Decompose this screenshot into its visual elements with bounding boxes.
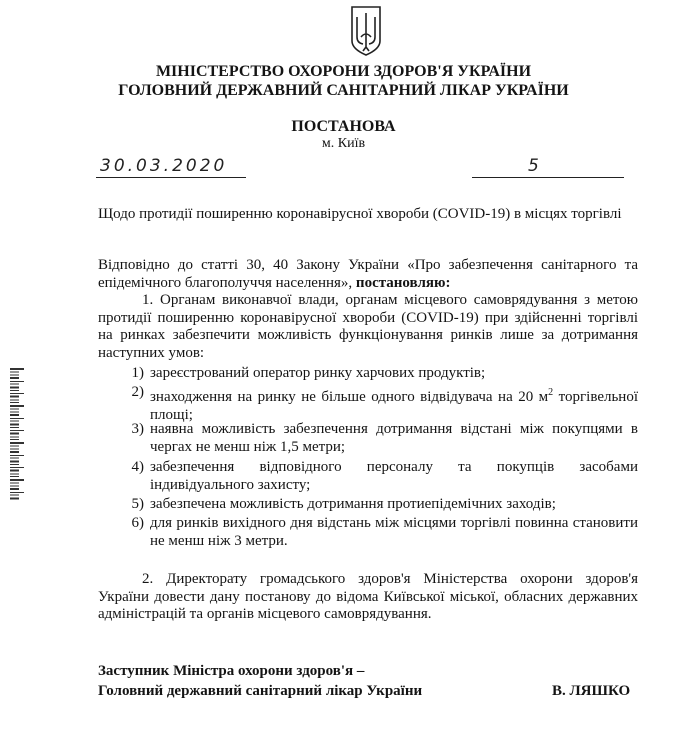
trident-emblem-icon [350, 5, 382, 57]
list-item [124, 496, 638, 514]
barcode-icon [10, 368, 24, 500]
signature-position-line1: Заступник Міністра охорони здоров'я – [98, 663, 365, 679]
point-2: 2. Директорату громадського здоров'я Міністерства охорони здоров'я України довести дану постанову до відома Київської міської, обласних державних адміністрацій та органів місцевого самоврядування. [98, 571, 638, 622]
document-city: м. Київ [321, 136, 366, 151]
preamble-bold: постановляю: [355, 274, 451, 291]
list-item-text-main: знаходження на ринку не більше одного відвідувача на 20 м [150, 389, 549, 405]
list-item-text: для ринків вихідного дня відстань між місцями торгівлі повинна становити не менш ніж 3 метри. [150, 515, 638, 549]
list-item-text: наявна можливість забезпечення дотримання відстані між покупцями в чергах не менш ніж 1,5 метри; [150, 421, 638, 455]
list-item-number: 2) [131, 384, 144, 400]
list-item-text-tail: торгівельної площі; [150, 389, 638, 423]
list-item-number: 6) [131, 515, 144, 531]
list-item-text: забезпечена можливість дотримання протиепідемічних заходів; [150, 496, 556, 512]
superscript: 2 [548, 387, 554, 398]
list-item [124, 421, 638, 456]
point-1: 1. Органам виконавчої влади, органам місцевого самоврядування з метою протидії поширенню коронавірусної хвороби (COVID-19) при здійсненні торгівлі на ринках забезпечити можливість функціонування ринків лише за дотримання наступних умов: [98, 292, 638, 361]
preamble [98, 257, 638, 292]
list-item-number: 4) [131, 459, 144, 475]
list-item-text [150, 384, 638, 424]
document-type: ПОСТАНОВА [291, 118, 396, 135]
list-item [124, 384, 638, 424]
signature-name: В. ЛЯШКО [552, 683, 631, 699]
list-item-text: зареєстрований оператор ринку харчових продуктів; [150, 365, 486, 381]
list-item-number: 3) [131, 421, 144, 437]
ministry-name: МІНІСТЕРСТВО ОХОРОНИ ЗДОРОВ'Я УКРАЇНИ [155, 63, 532, 80]
document-subject: Щодо протидії поширенню коронавірусної хвороби (COVID-19) в місцях торгівлі [98, 206, 622, 222]
list-item [124, 459, 638, 494]
list-item-number: 1) [131, 365, 144, 381]
number-underline [472, 177, 624, 178]
document-number: 5 [528, 156, 542, 176]
signature-position-line2: Головний державний санітарний лікар України [98, 683, 423, 699]
list-item-number: 5) [131, 496, 144, 512]
document-date: 30.03.2020 [100, 156, 228, 176]
list-item [124, 515, 638, 550]
list-item-text: забезпечення відповідного персоналу та покупців засобами індивідуального захисту; [150, 459, 638, 493]
official-title: ГОЛОВНИЙ ДЕРЖАВНИЙ САНІТАРНИЙ ЛІКАР УКРАЇНИ [118, 82, 569, 99]
list-item [124, 365, 638, 383]
preamble-text: Відповідно до статті 30, 40 Закону України «Про забезпечення санітарного та епідемічного благополуччя населення», [98, 257, 638, 291]
date-underline [96, 177, 246, 178]
